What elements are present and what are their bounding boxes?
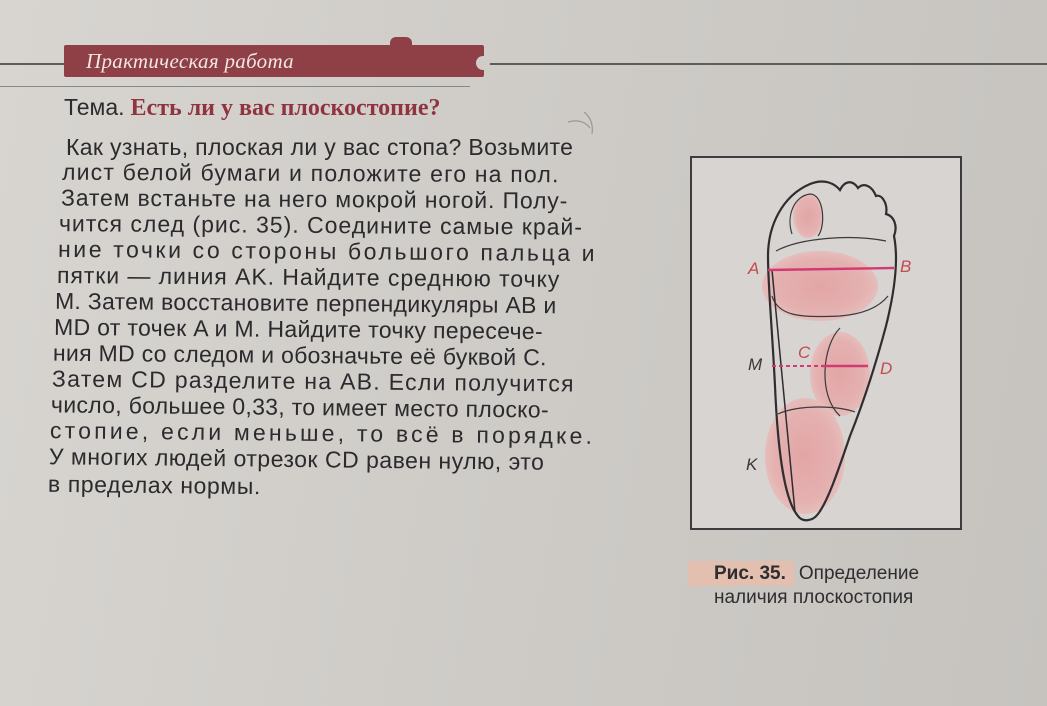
topic-heading bbox=[64, 92, 440, 123]
header-underline bbox=[0, 86, 470, 87]
banner-tab bbox=[390, 37, 412, 49]
topic-label: Тема. bbox=[64, 94, 125, 120]
caption-line-2: наличия плоскостопия bbox=[714, 587, 914, 608]
banner-notch bbox=[476, 56, 490, 70]
body-line: Затем встаньте на него мокрой ногой. Полу- bbox=[60, 184, 569, 214]
label-m: M bbox=[748, 355, 763, 374]
body-line: ния MD со следом и обозначьте её буквой C. bbox=[52, 339, 547, 371]
ball-zone bbox=[762, 251, 878, 321]
label-c: C bbox=[798, 343, 811, 362]
label-d: D bbox=[880, 359, 893, 378]
body-line: M. Затем восстановите перпендикуляры AB и bbox=[54, 287, 557, 319]
label-b: B bbox=[900, 257, 912, 276]
body-line: Как узнать, плоская ли у вас стопа? Возьмите bbox=[66, 134, 574, 160]
caption-label: Рис. 35. bbox=[688, 561, 794, 586]
label-k: K bbox=[746, 455, 758, 474]
figure-caption bbox=[688, 562, 988, 610]
body-line: стопие, если меньше, то всё в порядке. bbox=[49, 417, 596, 449]
body-line: ние точки со стороны большого пальца и bbox=[57, 235, 598, 267]
body-line: число, большее 0,33, то имеет место плоско- bbox=[50, 391, 550, 423]
body-line: в пределах нормы. bbox=[47, 470, 262, 500]
topic-title: Есть ли у вас плоскостопие? bbox=[130, 95, 441, 121]
body-line: У многих людей отрезок CD равен нулю, это bbox=[48, 443, 545, 475]
section-label: Практическая работа bbox=[86, 49, 294, 73]
footprint-diagram bbox=[690, 156, 962, 530]
label-a: A bbox=[748, 259, 760, 278]
caption-line-1: Определение bbox=[798, 563, 920, 584]
body-line: лист белой бумаги и положите его на пол. bbox=[61, 158, 560, 188]
body-line: Затем CD разделите на AB. Если получится bbox=[51, 365, 576, 397]
body-line: чится след (рис. 35). Соедините самые край- bbox=[58, 210, 584, 240]
body-line: MD от точек A и M. Найдите точку пересече- bbox=[53, 313, 544, 345]
body-line: пятки — линия AK. Найдите среднюю точку bbox=[56, 262, 561, 292]
